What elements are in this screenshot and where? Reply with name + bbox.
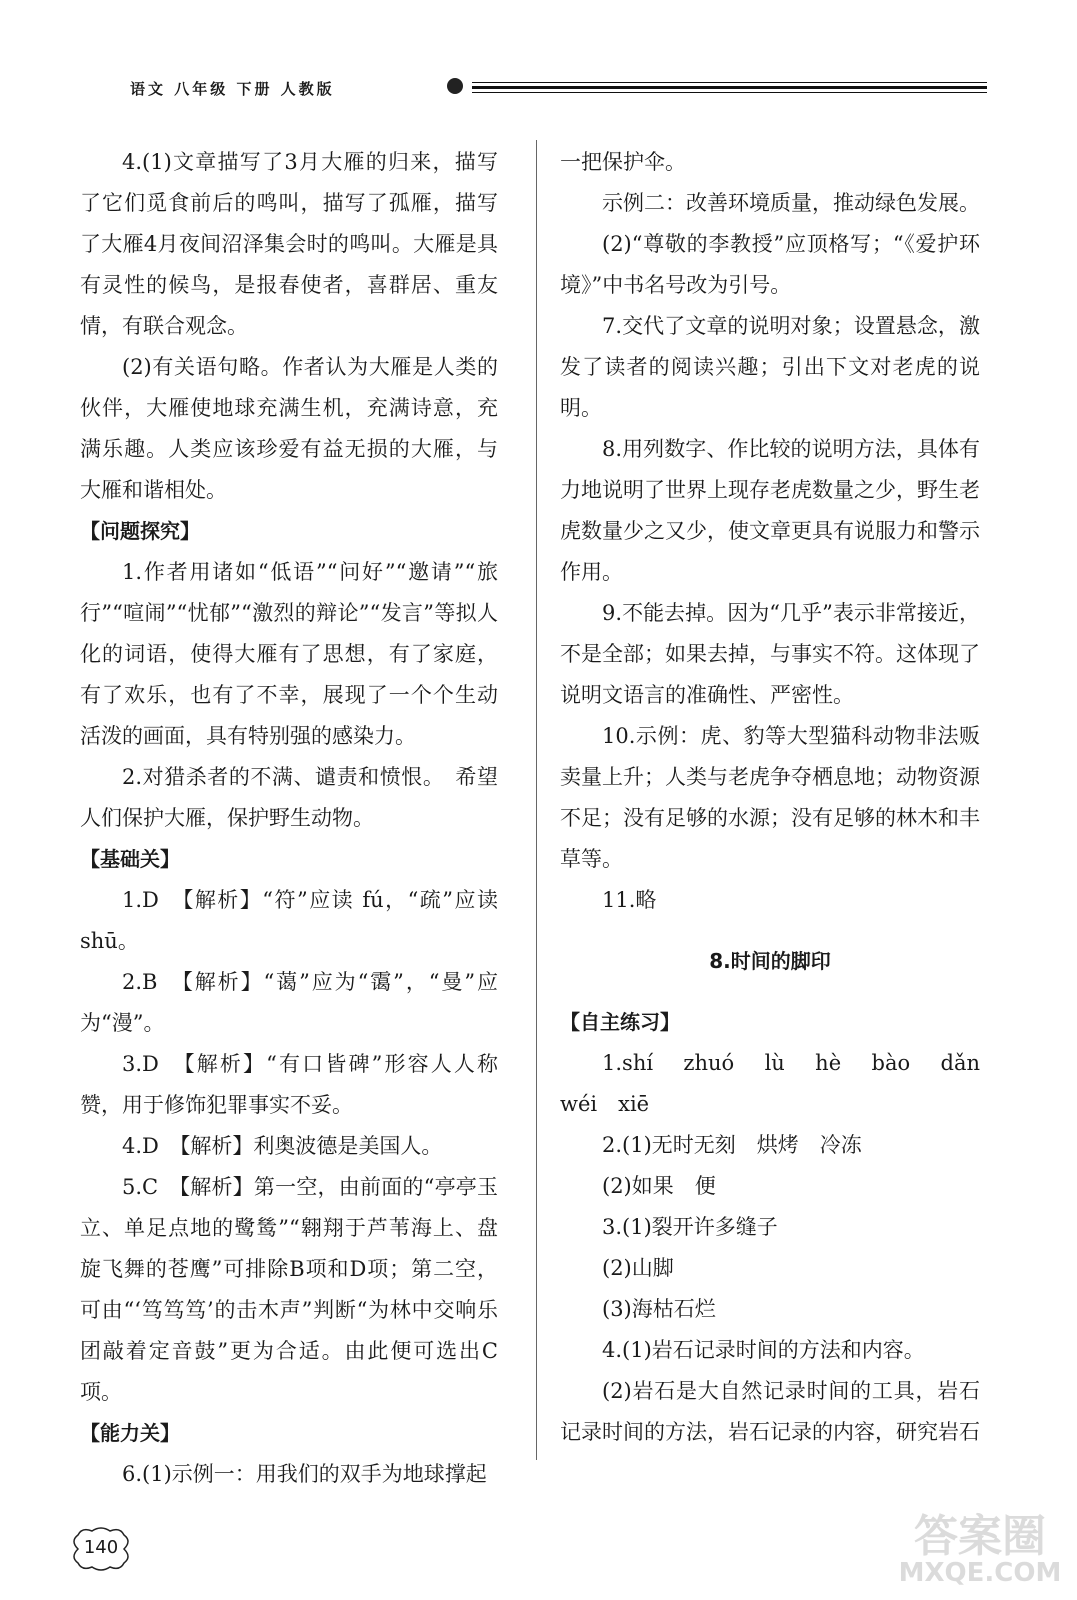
paragraph: (2)岩石是大自然记录时间的工具，岩石记录时间的方法，岩石记录的内容，研究岩石 xyxy=(560,1379,980,1444)
page-number-badge xyxy=(68,1525,134,1573)
watermark-url: MXQE.COM xyxy=(898,1558,1062,1588)
paragraph: 11.略 xyxy=(602,888,657,912)
paragraph: 8.用列数字、作比较的说明方法，具体有力地说明了世界上现存老虎数量之少，野生老虎数量少之又少，使文章更具有说服力和警示作用。 xyxy=(560,437,980,584)
paragraph: 2.对猎杀者的不满、谴责和愤恨。 希望人们保护大雁，保护野生动物。 xyxy=(80,765,498,830)
paragraph: 1.D 【解析】“符”应读 fú，“疏”应读 shū。 xyxy=(80,888,498,953)
paragraph: 10.示例：虎、豹等大型猫科动物非法贩卖量上升；人类与老虎争夺栖息地；动物资源不足；没有足够的水源；没有足够的林木和丰草等。 xyxy=(560,724,980,871)
paragraph: 5.C 【解析】第一空，由前面的“亭亭玉立、单足点地的鹭鸶”“翱翔于芦苇海上、盘旋飞舞的苍鹰”可排除B项和D项；第二空，可由“‘笃笃笃’的击木声”判断“为林中交响乐团敲着定音鼓”更为合适。由此便可选出C项。 xyxy=(80,1175,498,1404)
paragraph: 4.D 【解析】利奥波德是美国人。 xyxy=(122,1134,443,1158)
paragraph: 1.作者用诸如“低语”“问好”“邀请”“旅行”“喧闹”“忧郁”“激烈的辩论”“发言”等拟人化的词语，使得大雁有了思想，有了家庭，有了欢乐，也有了不幸，展现了一个个生动活泼的画面，具有特别强的感染力。 xyxy=(80,560,498,748)
header-title: 语文 八年级 下册 人教版 xyxy=(130,80,335,98)
paragraph: (2)山脚 xyxy=(602,1256,674,1280)
header-rule xyxy=(472,86,987,89)
paragraph: 4.(1)文章描写了3月大雁的归来，描写了它们觅食前后的鸣叫，描写了孤雁，描写了大雁4月夜间沼泽集会时的鸣叫。大雁是具有灵性的候鸟，是报春使者，喜群居、重友情，有联合观念。 xyxy=(80,150,498,338)
page-header xyxy=(0,60,1077,120)
paragraph: 3.D 【解析】“有口皆碑”形容人人称赞，用于修饰犯罪事实不妥。 xyxy=(80,1052,498,1117)
paragraph: (2)如果 便 xyxy=(602,1174,716,1198)
paragraph: 9.不能去掉。因为“几乎”表示非常接近，不是全部；如果去掉，与事实不符。这体现了说明文语言的准确性、严密性。 xyxy=(560,601,980,707)
paragraph: 2.B 【解析】“蔼”应为“霭”，“曼”应为“漫”。 xyxy=(80,970,498,1035)
section-heading: 【自主练习】 xyxy=(560,1010,680,1034)
right-column xyxy=(560,142,1001,1453)
column-divider xyxy=(536,140,537,1460)
section-heading: 【能力关】 xyxy=(80,1421,180,1445)
watermark xyxy=(885,1500,1075,1595)
paragraph: (2)有关语句略。作者认为大雁是人类的伙伴，大雁使地球充满生机，充满诗意，充满乐趣。人类应该珍爱有益无损的大雁，与大雁和谐相处。 xyxy=(80,355,498,502)
paragraph: 6.(1)示例一：用我们的双手为地球撑起 xyxy=(122,1462,487,1486)
header-rule xyxy=(472,82,987,83)
paragraph: 4.(1)岩石记录时间的方法和内容。 xyxy=(602,1338,925,1362)
section-heading: 【问题探究】 xyxy=(80,519,200,543)
paragraph: 1.shí zhuó lù hè bào dǎn wéi xiē xyxy=(560,1051,1001,1116)
header-dot-icon xyxy=(447,78,463,94)
paragraph: 一把保护伞。 xyxy=(560,150,686,174)
section-heading: 【基础关】 xyxy=(80,847,180,871)
header-rule xyxy=(472,92,987,93)
paragraph: 示例二：改善环境质量，推动绿色发展。 xyxy=(602,191,980,215)
page-number: 140 xyxy=(83,1537,119,1558)
paragraph: 3.(1)裂开许多缝子 xyxy=(602,1215,778,1239)
paragraph: (3)海枯石烂 xyxy=(602,1297,716,1321)
lesson-title: 8.时间的脚印 xyxy=(709,949,831,973)
left-column xyxy=(80,142,498,1495)
paragraph: 7.交代了文章的说明对象；设置悬念，激发了读者的阅读兴趣；引出下文对老虎的说明。 xyxy=(560,314,980,420)
paragraph: 2.(1)无时无刻 烘烤 冷冻 xyxy=(602,1133,862,1157)
watermark-logo: 答案圈 xyxy=(914,1511,1046,1562)
paragraph: (2)“尊敬的李教授”应顶格写；“《爱护环境》”中书名号改为引号。 xyxy=(560,232,980,297)
